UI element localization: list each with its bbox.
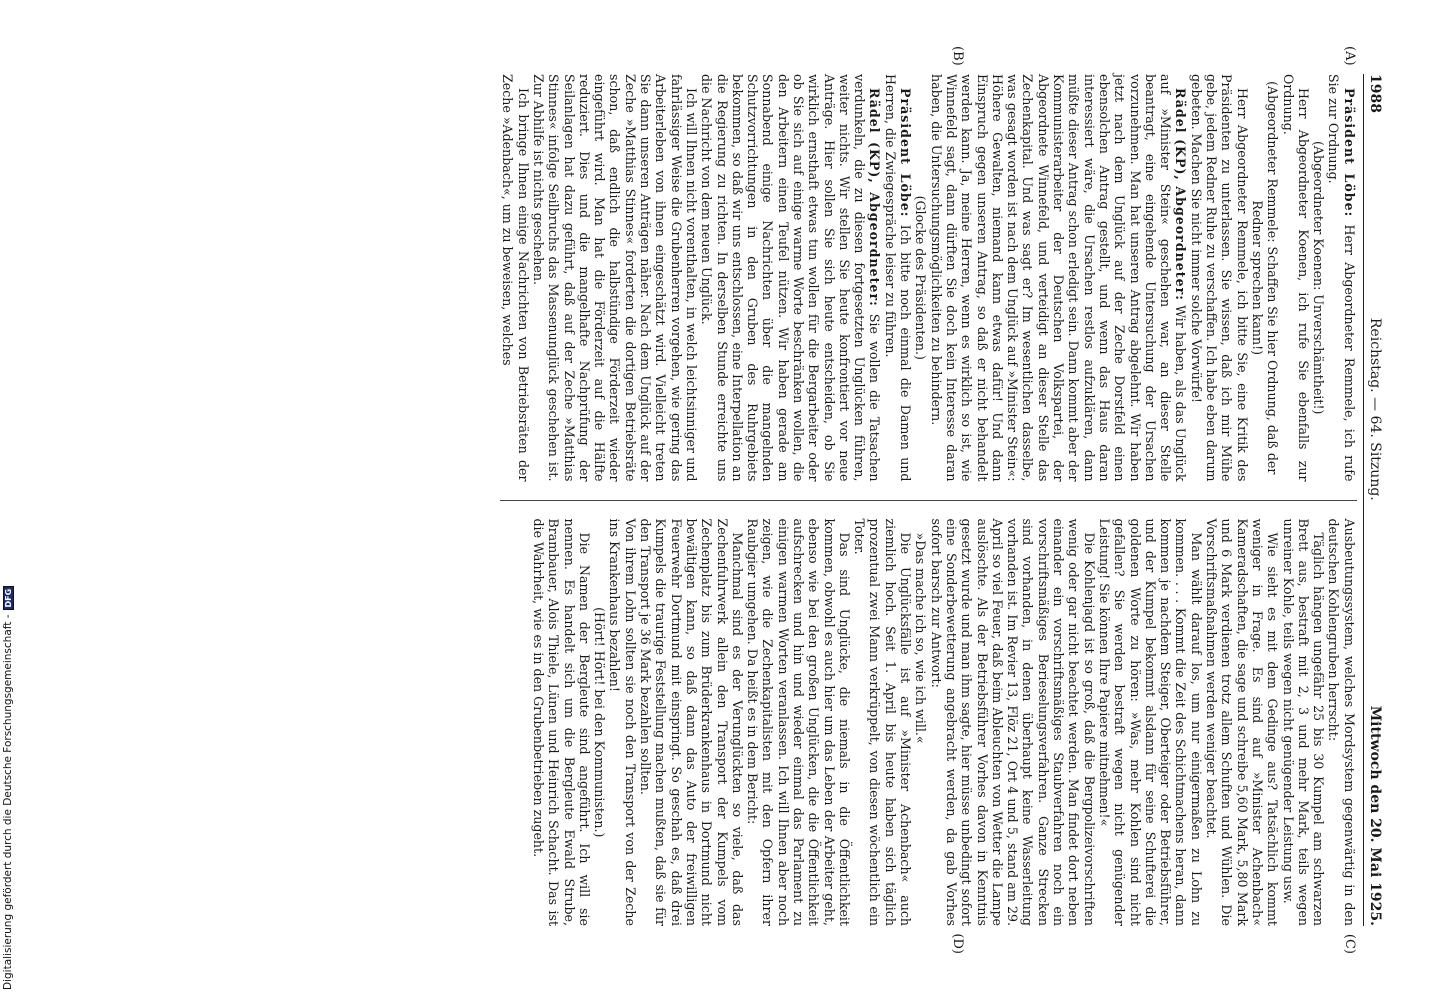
speaker-name: Rädel (KP), Abgeordneter: <box>867 88 883 307</box>
paragraph <box>745 519 852 927</box>
document-page <box>60 46 1390 954</box>
paragraph <box>1188 74 1249 482</box>
paragraph-text: Die Kohlenjagd ist so groß, daß die Bergpolizeivorschriften wenig oder gar nicht beachtet werden. Man findet dort neben einander ein vorschriftsmäßiges Staubverfahren noch ein vorschriftsmäßiges Berieselungsverfahren. Ganze Strecken sind vorhanden, in denen überhaupt keine Wasserleitung vorhanden ist. Im Revier 13, Flöz 21, Ort 4 und 5, stand am 29. April so viel Feuer, daß beim Ableuchten von Wetter die Lampe auslöschte. Als der Betriebsführer Vorhes davon in Kenntnis gesetzt wurde und man ihm sagte, hier müsse unbedingt sofort eine Sonderbewetterung angebracht werden, da gab Vorhes sofort barsch zur Antwort: <box>928 518 1097 926</box>
paragraph-text: Herr Abgeordneter Koenen, ich rufe Sie ebenfalls zur Ordnung. <box>1280 74 1311 482</box>
paragraph <box>607 519 638 927</box>
paragraph-text: Ausbeutungssystem, welches Mordsystem gegenwärtig in den deutschen Kohlengruben herrscht: <box>1326 518 1357 926</box>
paragraph-text: Von ihrem Lohn sollten sie noch den Transport von der Zeche ins Krankenhaus bezahlen! <box>607 518 638 926</box>
session-title: Reichstag. — 64. Sitzung. <box>1367 317 1383 501</box>
margin-marker-b: (B) <box>949 46 965 66</box>
paragraph-text: »Das mache ich so, wie ich will.« <box>913 532 929 744</box>
paragraph <box>1326 74 1357 482</box>
left-column <box>500 46 1357 482</box>
paragraph-text: Man wählt darauf los, um nur einigermaßen zu Lohn zu kommen. . . . Kommt die Zeit des Schichtmachens heran, dann kommen je nachdem Steiger, Oberteiger oder Betriebsführer, und der Kumpel bekommt alsdann für seine Schufterei die goldenen Worte zu hören: »Was, mehr Kohlen sind nicht gefallen? Sie werden bestraft wegen nicht genügender Leistung! Sie können Ihre Papiere mitnehmen!« <box>1096 518 1204 926</box>
paragraph-text: Herr Abgeordneter Remmele, ich rufe Sie zur Ordnung. <box>1326 74 1357 482</box>
paragraph-text: Täglich hängen ungefähr 25 bis 30 Kumpel am schwarzen Brett aus, bestraft mit 2, 3 und mehr Mark, teils wegen unreiner Kohle, teils wegen nicht genügender Leistung usw. <box>1280 518 1327 926</box>
paragraph <box>883 74 914 482</box>
margin-marker-a: (A) <box>1341 46 1357 66</box>
interjection: (Glocke des Präsidenten.) <box>913 195 929 360</box>
paragraph <box>638 519 745 927</box>
paragraph-text: Wie sieht es mit dem Gedinge aus? Tatsächlich kommt weniger in Frage. Es sind auf »Minister Achenbach« Kameradschaften, die sage und schreibe 5,60 Mark, 5,80 Mark und 6 Mark verdienen trotz allem Schuften und Wühlen. Die Vorschriftsmaßnahmen werden weniger beachtet. <box>1204 518 1281 926</box>
speaker-name: Präsident Löbe: <box>1341 88 1357 218</box>
speaker-name: Präsident Löbe: <box>898 88 914 218</box>
paragraph <box>1280 74 1311 482</box>
column-divider <box>500 500 1357 501</box>
margin-marker-d: (D) <box>949 933 965 954</box>
paragraph <box>531 519 592 927</box>
speaker-name: Rädel (KP), Abgeordneter: <box>1173 88 1189 301</box>
paragraph-text: Ich bringe Ihnen einige Nachrichten von Betriebsräten der Zeche »Adenbach«, um zu beweisen, welches <box>500 74 531 482</box>
paragraph-text: Manchmal sind es der Verunglückten so viele, daß das Zechenfuhrwerk allein den Transport der Kumpels vom Zechenplatz bis zum Brüderkrankenhaus in Dortmund nicht bewältigen kann, so daß dann das Auto der freiwilligen Feuerwehr Dortmund mit einspringt. So geschah es, daß drei Kumpels die traurige Feststellung machen mußten, daß sie für den Transport je 36 Mark bezahlen sollten. <box>638 518 745 926</box>
paragraph <box>852 519 913 927</box>
interjection: (Hört! Hört! bei den Kommunisten.) <box>592 607 608 838</box>
paragraph-text: Ich will Ihnen nicht vorenthalten, in welch leichtsinniger und fahrlässiger Weise die Grubenherren vorgehen, wie gering das Arbeiterleben von ihnen eingeschätzt wird. Vielleicht treten Sie dann unseren Anträgen näher. Nach dem Unglück auf der Zeche »Matthias Stinnes« forderten die dortigen Betriebsräte schon, daß endlich die halbstündige Förderzeit wieder eingeführt wird. Man hat die Förderzeit auf die Hälfte reduziert. Dies und die mangelhafte Nachprüfung der Seilanlagen hat dazu geführt, daß auf der Zeche »Matthias Stinnes« infolge Seilbruchs das Massenunglück geschehen ist. Zur Abhilfe ist nichts geschehen. <box>530 74 699 482</box>
paragraph <box>1097 519 1204 927</box>
paragraph-text: Die Namen der Bergleute sind angeführt. Ich will sie nennen. Es handelt sich um die Bergleute Ewald Strube, Brambauer, Alois Thiele, Lünen und Heinrich Schacht. Das ist die Wahrheit, wie es in den Grubenbetrieben zugeht. <box>530 518 592 926</box>
paragraph <box>913 519 928 927</box>
page-header <box>1363 74 1382 926</box>
paragraph <box>1280 519 1326 927</box>
paragraph-text: Wir haben, als das Unglück auf »Minister Stein« geschehen war, an dieser Stelle beantragt, eine eingehende Untersuchung der Ursachen vorzunehmen. Man hat unseren Antrag abgelehnt. Wir haben jetzt nach dem Unglück auf der Zeche Dorstfeld einen ebensolchen Antrag gestellt, und wenn das Haus daran interessiert wäre, die Ursachen restlos aufzuklären, dann müßte dieser Antrag schon erledigt sein. Dann kommt aber der Kommunisterarbeiter der Deutschen Volkspartei, der Abgeordnete Winnefeld, und verteidigt an dieser Stelle das Zechenkapital. Und was sagt er? Im wesentlichen dasselbe, was gesagt worden ist nach dem Unglück auf »Minister Stein«: Höhere Gewalten, niemand kann etwas dafür! Und dann Einspruch gegen unseren Antrag, so daß er nicht behandelt werden kann. Ja, meine Herren, wenn es wirklich so ist, wie Winnefeld sagt, dann dürften Sie doch kein Interesse daran haben, die Untersuchungsmöglichkeiten zu behindern. <box>928 74 1189 482</box>
credit-text: Digitalisierung gefördert durch die Deutsche Forschungsgemeinschaft - <box>2 614 14 990</box>
session-date: Mittwoch den 20. Mai 1925. <box>1367 705 1383 926</box>
paragraph <box>1204 519 1280 927</box>
paragraph-text: Ich bitte noch einmal die Damen und Herren, die Zwiegespräche leiser zu führen. <box>882 74 914 482</box>
page-number: 1988 <box>1367 74 1383 113</box>
paragraph-text: Herr Abgeordneter Remmele, ich bitte Sie, eine Kritik des Präsidenten zu unterlassen. Sie wissen, daß ich mir Mühe gebe, jedem Redner Ruhe zu verschaffen. Ich habe eben darum gebeten. Machen Sie nicht immer solche Vorwürfe! <box>1188 74 1250 482</box>
dfg-logo: DFG <box>3 586 14 611</box>
paragraph-text: Die Unglücksfälle ist auf »Minister Achenbach« auch ziemlich hoch. Seit 1. April bis heute haben sich täglich prozentual zwei Mann verkrüppelt, von diesen wöchentlich ein Toter. <box>852 518 914 926</box>
paragraph-text: Das sind Unglücke, die niemals in die Öffentlichkeit kommen, obwohl es auch hier um das Leben der Arbeiter geht, ebenso wie bei den großen Unglücken, die die Öffentlichkeit aufschrecken und hin und wieder einmal das Parlament zu einigen warmen Worten veranlassen. Ich will Ihnen aber noch zeigen, wie die Zechenkapitalisten mit den Opfern ihrer Raubgier umgehen. Da heißt es in dem Bericht: <box>745 518 852 926</box>
interjection: (Abgeordneter Koenen: Unverschämtheit!) <box>1311 141 1327 415</box>
paragraph <box>928 519 1096 927</box>
text-columns <box>500 46 1357 954</box>
interjection: (Abgeordneter Remmele: Schaffen Sie hier Ordnung, daß der Redner sprechen kann!) <box>1249 81 1281 475</box>
paragraph <box>1326 519 1357 927</box>
margin-marker-c: (C) <box>1341 933 1357 954</box>
right-column <box>500 518 1357 954</box>
paragraph <box>500 74 531 482</box>
paragraph <box>928 74 1188 482</box>
digitization-credit <box>2 586 14 990</box>
paragraph-text: Sie wollen die Tatsachen verdunkeln, die zu diesen fortgesetzten Unglücken führen, weiter nichts. Wir stellen Sie heute konfrontiert vor neue Anträge. Hier sollen Sie sich heute entscheiden, ob Sie wirklich ernsthaft etwas tun wollen für die Bergarbeiter oder ob Sie sich auf einige warme Worte beschränken wollen, die den Arbeitern einen Teufel nützen. Wir haben gerade am Sonnabend einige Nachrichten über die mangelnden Schutzvorrichtungen in den Gruben des Ruhrgebiets bekommen, so daß wir uns entschlossen, eine Interpellation an die Regierung zu richten. In derselben Stunde erreichte uns die Nachricht von dem neuen Unglück. <box>699 74 883 482</box>
paragraph <box>531 74 699 482</box>
paragraph <box>699 74 883 482</box>
